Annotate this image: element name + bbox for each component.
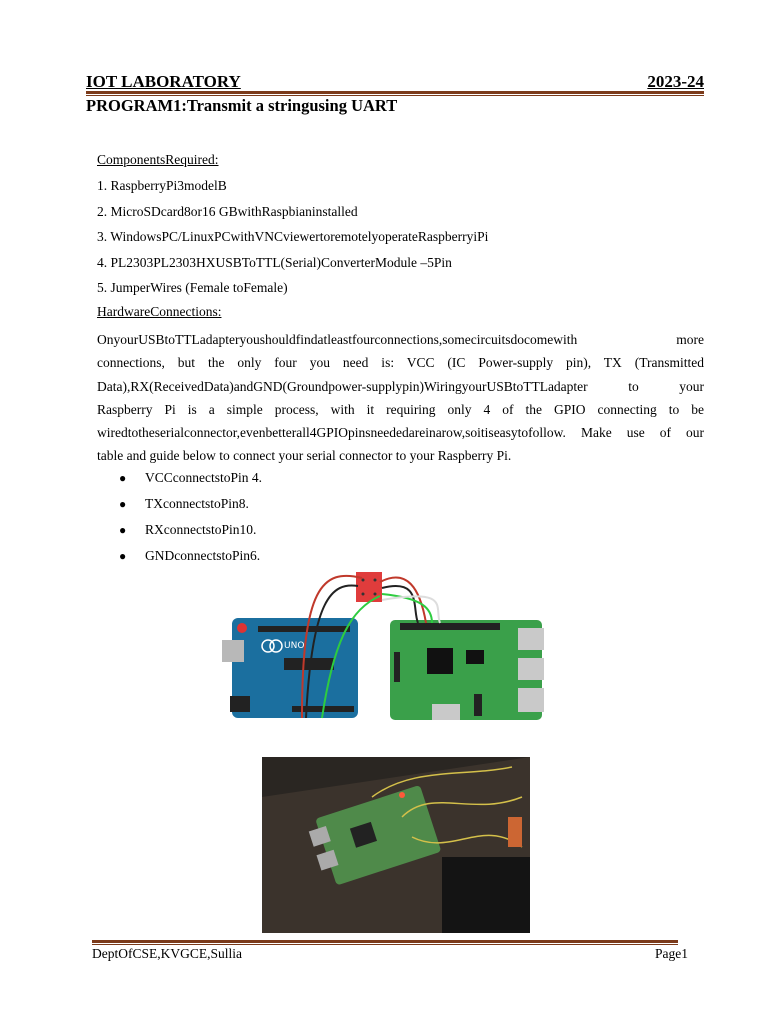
bullet-icon: ● (119, 497, 127, 511)
bullet-text: GNDconnectstoPin6. (145, 548, 261, 563)
arduino-board (222, 618, 358, 718)
paragraph-line: wiredtotheserialconnector,evenbetterall4GPIOpinsneededareinarow,soitiseasytofollow. Make use of our (97, 425, 704, 441)
academic-year: 2023-24 (647, 72, 704, 91)
raspberry-pi-board (390, 620, 544, 720)
bullet-text: RXconnectstoPin10. (145, 522, 257, 537)
bullet-text: TXconnectstoPin8. (145, 496, 249, 511)
footer-rule (92, 940, 678, 943)
page-number: Page1 (655, 946, 688, 961)
hardware-photo (262, 757, 530, 933)
hardware-paragraph (97, 328, 704, 468)
bullet-item (119, 496, 249, 512)
footer-department: DeptOfCSE,KVGCE,Sullia (92, 946, 242, 961)
paragraph-line: Data),RX(ReceivedData)andGND(Groundpower-supplypin)WiringyourUSBtoTTLadapter to your (97, 378, 704, 394)
component-item: 5. JumperWires (Female toFemale) (97, 280, 288, 295)
bullet-item (119, 470, 262, 486)
bullet-item (119, 522, 256, 538)
wiring-diagram (222, 568, 548, 738)
bullet-icon: ● (119, 523, 127, 537)
paragraph-line: OnyourUSBtoTTLadapteryoushouldfindatleastfourconnections,somecircuitsdocomewith more (97, 332, 704, 347)
component-item: 4. PL2303PL2303HXUSBToTTL(Serial)ConverterModule –5Pin (97, 255, 452, 270)
uno-label: UNO (284, 641, 305, 651)
component-item: 3. WindowsPC/LinuxPCwithVNCviewertoremotelyoperateRaspberryiPi (97, 229, 489, 244)
hardware-heading: HardwareConnections: (97, 304, 222, 319)
bullet-icon: ● (119, 549, 127, 563)
footer-rule-thin (92, 944, 678, 945)
component-item: 2. MicroSDcard8or16 GBwithRaspbianinstalled (97, 204, 358, 219)
page-header (86, 72, 704, 92)
header-rule (86, 91, 704, 94)
component-item: 1. RaspberryPi3modelB (97, 178, 227, 193)
bullet-icon: ● (119, 471, 127, 485)
lab-title: IOT LABORATORY (86, 72, 241, 91)
paragraph-line: table and guide below to connect your serial connector to your Raspberry Pi. (97, 448, 512, 464)
bullet-text: VCCconnectstoPin 4. (145, 470, 262, 485)
paragraph-line: Raspberry Pi is a simple process, with it requiring only 4 of the GPIO connecting to be (97, 401, 704, 417)
program-title: PROGRAM1:Transmit a stringusing UART (86, 96, 398, 115)
components-heading: ComponentsRequired: (97, 152, 219, 167)
bullet-item (119, 548, 260, 564)
paragraph-line: connections, but the only four you need is: VCC (IC Power-supply pin), TX (Transmitted (97, 355, 704, 371)
